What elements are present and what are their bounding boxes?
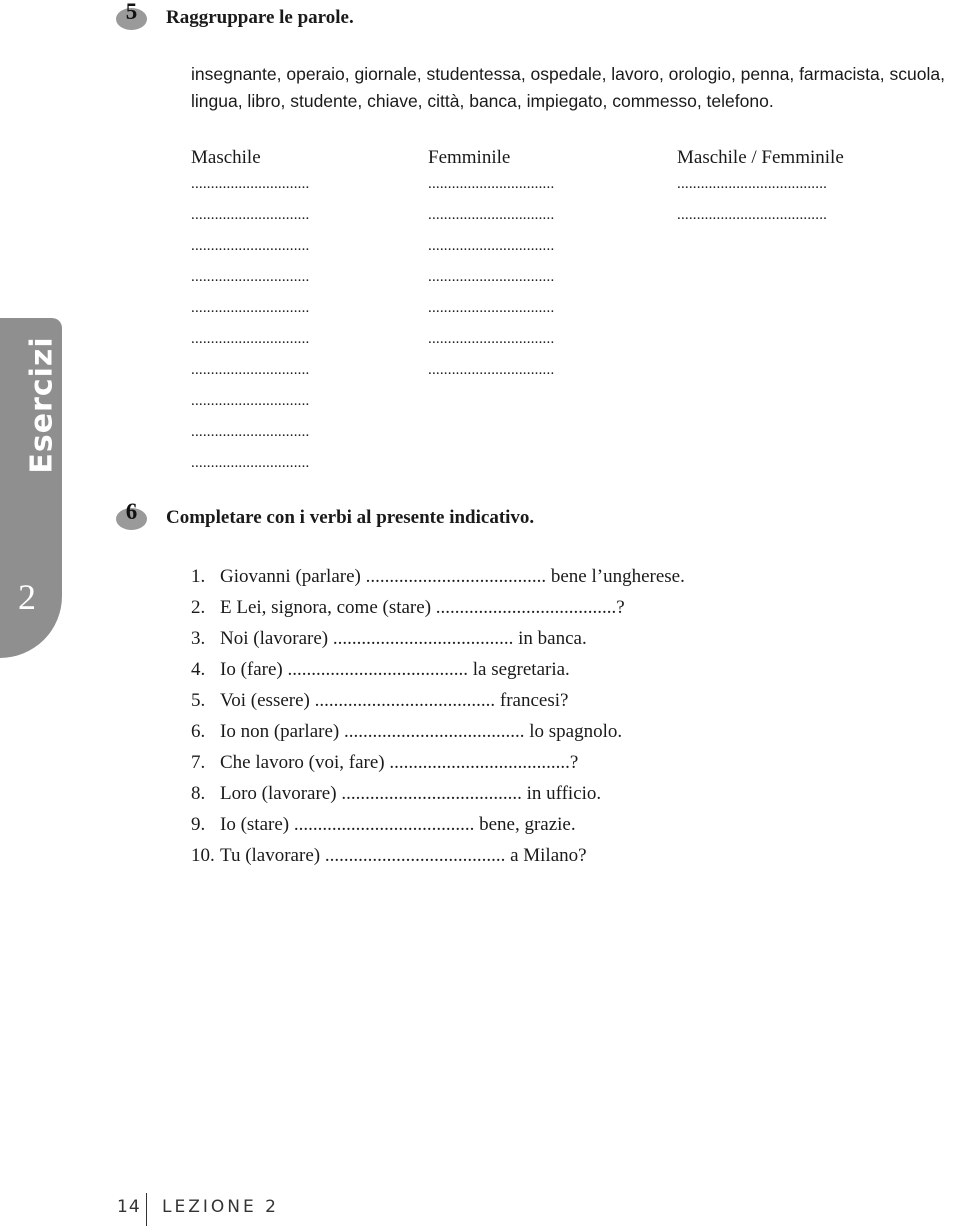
item-number: 2. xyxy=(191,597,206,618)
exercise-6-number: 6 xyxy=(125,499,138,524)
item-text[interactable]: E Lei, signora, come (stare) ......................................? xyxy=(220,597,625,618)
answer-blank[interactable]: ................................ xyxy=(428,207,555,223)
answer-blank[interactable]: ................................ xyxy=(428,176,555,192)
answer-blank[interactable]: ................................ xyxy=(428,331,555,347)
item-text[interactable]: Io (fare) ...................................... la segretaria. xyxy=(220,659,570,680)
answer-blank[interactable]: ................................ xyxy=(428,238,555,254)
item-number: 7. xyxy=(191,752,206,773)
item-text[interactable]: Io non (parlare) ...................................... lo spagnolo. xyxy=(220,721,623,742)
exercise-5-badge xyxy=(116,0,147,30)
lesson-tab-number: 2 xyxy=(18,577,36,617)
answer-blank[interactable]: .............................. xyxy=(191,207,310,223)
footer-divider xyxy=(146,1193,147,1226)
answer-blank[interactable]: .............................. xyxy=(191,424,310,440)
item-text[interactable]: Giovanni (parlare) ...................................... bene l’ungherese. xyxy=(220,566,685,587)
item-text[interactable]: Voi (essere) ...................................... francesi? xyxy=(220,690,569,711)
answer-blank[interactable]: ................................ xyxy=(428,269,555,285)
column-maschile xyxy=(191,143,310,483)
lesson-label: LEZIONE 2 xyxy=(162,1197,279,1217)
item-text[interactable]: Loro (lavorare) ...................................... in ufficio. xyxy=(220,783,602,804)
item-text[interactable]: Io (stare) ...................................... bene, grazie. xyxy=(220,814,576,835)
item-number: 3. xyxy=(191,628,206,649)
column-maschile-femminile xyxy=(677,143,844,235)
item-number: 5. xyxy=(191,690,206,711)
answer-blank[interactable]: ...................................... xyxy=(677,207,828,223)
item-number: 8. xyxy=(191,783,206,804)
column-heading: Femminile xyxy=(428,147,511,168)
column-femminile xyxy=(428,143,554,390)
item-number: 10. xyxy=(191,845,215,866)
item-text[interactable]: Tu (lavorare) ...................................... a Milano? xyxy=(220,845,587,866)
item-number: 9. xyxy=(191,814,206,835)
column-heading: Maschile xyxy=(191,147,261,168)
exercise-5-word-list: insegnante, operaio, giornale, studentessa, ospedale, lavoro, orologio, penna, farmacista, scuola, lingua, libro, studente, chiave, città, banca, impiegato, commesso, telefono. xyxy=(191,64,945,111)
item-number: 1. xyxy=(191,566,206,587)
answer-blank[interactable]: .............................. xyxy=(191,300,310,316)
answer-blank[interactable]: .............................. xyxy=(191,455,310,471)
answer-blank[interactable]: ...................................... xyxy=(677,176,828,192)
answer-blank[interactable]: .............................. xyxy=(191,269,310,285)
item-text[interactable]: Noi (lavorare) ...................................... in banca. xyxy=(220,628,587,649)
exercise-6-badge xyxy=(116,499,147,530)
exercise-5-title: Raggruppare le parole. xyxy=(166,7,354,28)
answer-blank[interactable]: .............................. xyxy=(191,362,310,378)
answer-blank[interactable]: ................................ xyxy=(428,300,555,316)
answer-blank[interactable]: .............................. xyxy=(191,393,310,409)
answer-blank[interactable]: .............................. xyxy=(191,176,310,192)
answer-blank[interactable]: ................................ xyxy=(428,362,555,378)
column-heading: Maschile / Femminile xyxy=(677,147,844,168)
item-number: 4. xyxy=(191,659,206,680)
exercise-5-number: 5 xyxy=(125,0,138,24)
answer-blank[interactable]: .............................. xyxy=(191,238,310,254)
answer-blank[interactable]: .............................. xyxy=(191,331,310,347)
page-number: 14 xyxy=(117,1197,141,1217)
item-number: 6. xyxy=(191,721,206,742)
section-tab-label: Esercizi xyxy=(24,336,60,474)
item-text[interactable]: Che lavoro (voi, fare) ......................................? xyxy=(220,752,579,773)
exercise-6-title: Completare con i verbi al presente indicativo. xyxy=(166,507,535,528)
